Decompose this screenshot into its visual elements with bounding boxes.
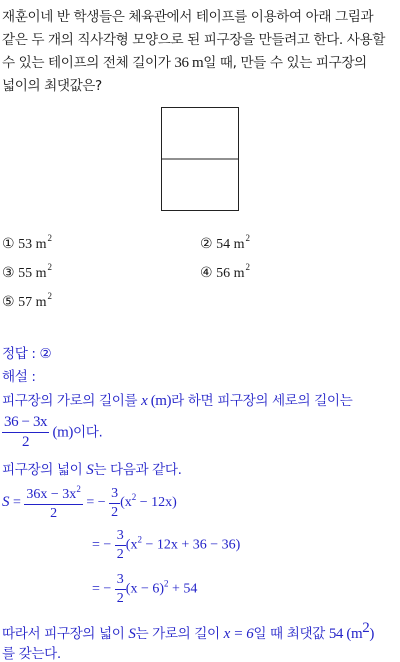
conclusion-line-1: 따라서 피구장의 넓이 S는 가로의 길이 x = 6일 때 최댓값 54 $(m^2)$ <box>2 620 374 642</box>
choice-4[interactable]: ④ 56 $m^2$ <box>200 262 250 281</box>
width-fraction: $\frac{36 - 3x}{2}$ <box>4 414 48 450</box>
choice-3[interactable]: ③ 55 $m^2$ <box>2 262 52 281</box>
choice-2[interactable]: ② 54 $m^2$ <box>200 233 250 252</box>
field-figure <box>161 107 241 212</box>
answer-line: 정답 : ② <box>2 346 52 362</box>
conclusion-line-2: 를 갖는다. <box>2 646 61 662</box>
coef-fraction-3: $\frac{3}{2}$ <box>116 572 124 606</box>
coef-fraction-1: $\frac{3}{2}$ <box>111 485 119 520</box>
equation-line-3: = − $\frac{3}{2}$ $(x - 6)^2 + 54$ <box>92 572 198 606</box>
solution-line-2: $\frac{36 - 3x}{2}$ (m)이다. <box>4 414 103 450</box>
solution-line-3: 피구장의 넓이 S는 다음과 같다. <box>2 462 182 478</box>
equation-line-2: = − $\frac{3}{2}$ $(x^2 - 12x + 36 - 36)$ <box>92 528 241 562</box>
choice-1[interactable]: ① 53 $m^2$ <box>2 233 52 252</box>
coef-fraction-2: $\frac{3}{2}$ <box>116 528 124 562</box>
tape-length: 36 m <box>174 55 204 71</box>
question-text-part1: 재훈이네 반 학생들은 체육관에서 테이프를 이용하여 아래 그림과 같은 두 개의 직사각형 모양으로 된 피구장을 만들려고 한다. 사용할 수 있는 테이프의 전체 길이가 <box>2 9 385 71</box>
question-text-part2: 일 때, 만들 수 있는 피구장의 넓이의 최댓값은? <box>2 55 367 94</box>
solution-line-1: 피구장의 가로의 길이를 x (m)라 하면 피구장의 세로의 길이는 <box>2 393 353 409</box>
explanation-label: 해설 : <box>2 369 36 385</box>
question-text <box>2 6 398 98</box>
choice-5[interactable]: ⑤ 57 $m^2$ <box>2 291 52 310</box>
equation-line-1: S = $\frac{36x - 3x^2}{2}$ = − $\frac{3}{2}$ $(x^2 - 12x)$ <box>2 484 177 521</box>
area-fraction: $\frac{36x - 3x^2}{2}$ <box>26 484 81 521</box>
